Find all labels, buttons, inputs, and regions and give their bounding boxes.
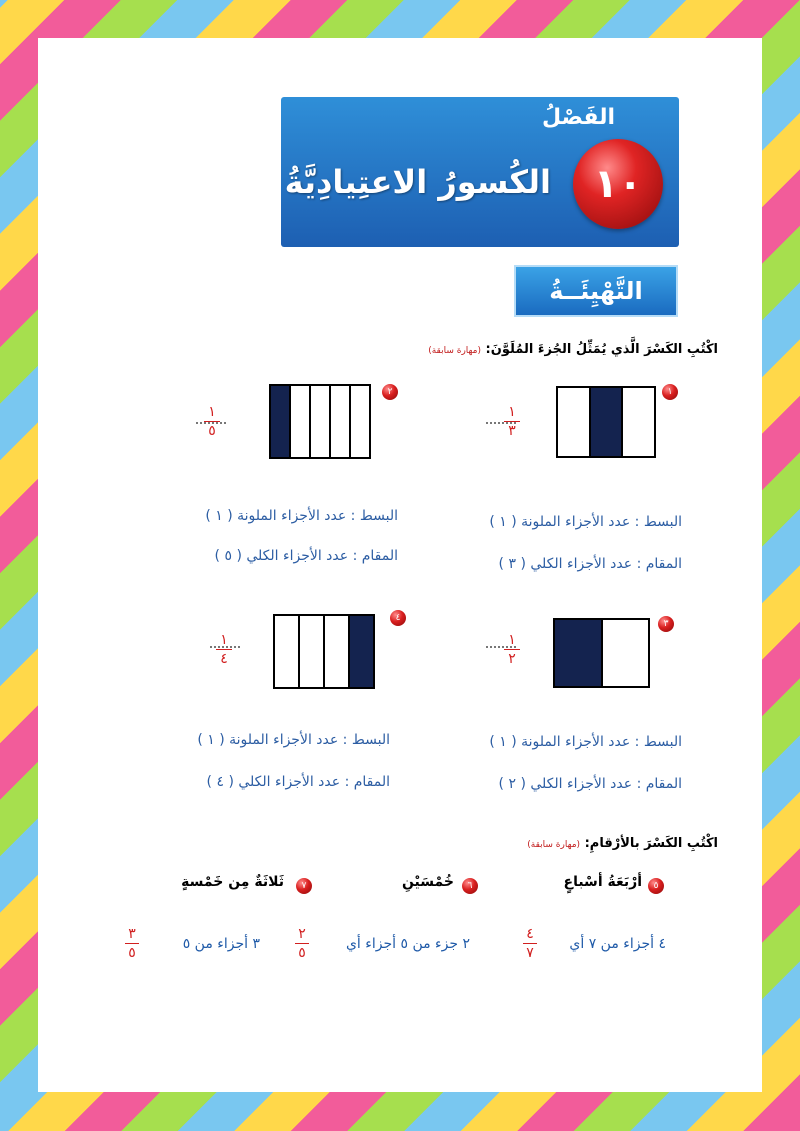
section-title: التَّهْيِئَــةُ [514, 265, 678, 317]
numerator-note: البسط : عدد الأجزاء الملونة ( ١ ) [489, 514, 682, 530]
fraction-answer [490, 404, 534, 439]
unshaded-part [289, 386, 309, 457]
worksheet-page [38, 38, 762, 1092]
denominator-note: المقام : عدد الأجزاء الكلي ( ٥ ) [214, 548, 398, 564]
fraction-numerator: ٣ [128, 926, 136, 942]
fraction-numerator: ١ [220, 632, 228, 648]
exercise-number-badge: ٥ [648, 878, 664, 894]
q2-instruction [527, 836, 718, 851]
fraction-denominator: ٢ [508, 651, 516, 667]
unshaded-part [298, 616, 323, 687]
q1-instruction-text: اكْتُبِ الكَسْرَ الَّذي يُمَثِّلُ الجُزءَ المُلَوَّنَ: [485, 342, 718, 357]
fraction-answer [490, 632, 534, 667]
shaded-part [555, 620, 601, 686]
exercise-number-badge: ٧ [296, 878, 312, 894]
fraction-answer [122, 926, 142, 961]
fraction-answer [190, 404, 234, 439]
exercise-number-badge: ٤ [390, 610, 406, 626]
fraction-bar [295, 943, 309, 944]
unshaded-part [349, 386, 369, 457]
chapter-title: الكُسورُ الاعتِيادِيَّةُ [284, 163, 551, 201]
fraction-denominator: ٥ [208, 423, 216, 439]
fraction-bar [204, 421, 220, 422]
unshaded-part [309, 386, 329, 457]
unshaded-part [601, 620, 649, 686]
fraction-in-words: ثَلاثَةٌ مِن خَمْسةٍ [181, 874, 284, 890]
fraction-answer [292, 926, 312, 961]
fraction-model [556, 386, 656, 458]
chapter-number-badge: ١٠ [573, 139, 663, 229]
numerator-note: البسط : عدد الأجزاء الملونة ( ١ ) [197, 732, 390, 748]
shaded-part [589, 388, 622, 456]
fraction-answer [520, 926, 540, 961]
fraction-numerator: ١ [508, 404, 516, 420]
fraction-bar [125, 943, 139, 944]
fraction-numerator: ١ [508, 632, 516, 648]
answer-text: ٢ جزء من ٥ أجزاء أي [345, 936, 470, 952]
fraction-model [269, 384, 371, 459]
q1-skill-label: (مهارة سابقة) [428, 346, 482, 356]
denominator-note: المقام : عدد الأجزاء الكلي ( ٢ ) [498, 776, 682, 792]
answer-text: ٣ أجزاء من ٥ [182, 936, 260, 952]
q1-instruction [428, 342, 718, 357]
fraction-bar [523, 943, 537, 944]
chapter-word: الفَصْلُ [542, 105, 615, 130]
exercise-number-badge: ٣ [658, 616, 674, 632]
numerator-note: البسط : عدد الأجزاء الملونة ( ١ ) [205, 508, 398, 524]
fraction-denominator: ٣ [508, 423, 516, 439]
exercise-number-badge: ٦ [462, 878, 478, 894]
fraction-model [273, 614, 375, 689]
fraction-numerator: ١ [208, 404, 216, 420]
unshaded-part [275, 616, 298, 687]
shaded-part [348, 616, 373, 687]
fraction-bar [504, 421, 520, 422]
fraction-numerator: ٤ [526, 926, 534, 942]
q2-instruction-text: اكْتُبِ الكَسْرَ بالأرْقامِ: [584, 836, 718, 851]
fraction-denominator: ٧ [526, 945, 534, 961]
unshaded-part [621, 388, 654, 456]
fraction-numerator: ٢ [298, 926, 306, 942]
fraction-bar [504, 649, 520, 650]
fraction-bar [216, 649, 232, 650]
exercise-number-badge: ٢ [382, 384, 398, 400]
answer-text: ٤ أجزاء من ٧ أي [569, 936, 666, 952]
unshaded-part [323, 616, 348, 687]
fraction-denominator: ٥ [298, 945, 306, 961]
fraction-answer [202, 632, 246, 667]
fraction-denominator: ٥ [128, 945, 136, 961]
denominator-note: المقام : عدد الأجزاء الكلي ( ٤ ) [206, 774, 390, 790]
denominator-note: المقام : عدد الأجزاء الكلي ( ٣ ) [498, 556, 682, 572]
chapter-banner [281, 97, 679, 247]
exercise-number-badge: ١ [662, 384, 678, 400]
numerator-note: البسط : عدد الأجزاء الملونة ( ١ ) [489, 734, 682, 750]
shaded-part [271, 386, 289, 457]
fraction-in-words: خُمْسَيْنِ [401, 874, 454, 890]
q2-skill-label: (مهارة سابقة) [527, 840, 581, 850]
unshaded-part [329, 386, 349, 457]
fraction-denominator: ٤ [220, 651, 228, 667]
fraction-in-words: أرْبَعَةُ أسْباعٍ [563, 874, 642, 890]
unshaded-part [558, 388, 589, 456]
fraction-model [553, 618, 650, 688]
